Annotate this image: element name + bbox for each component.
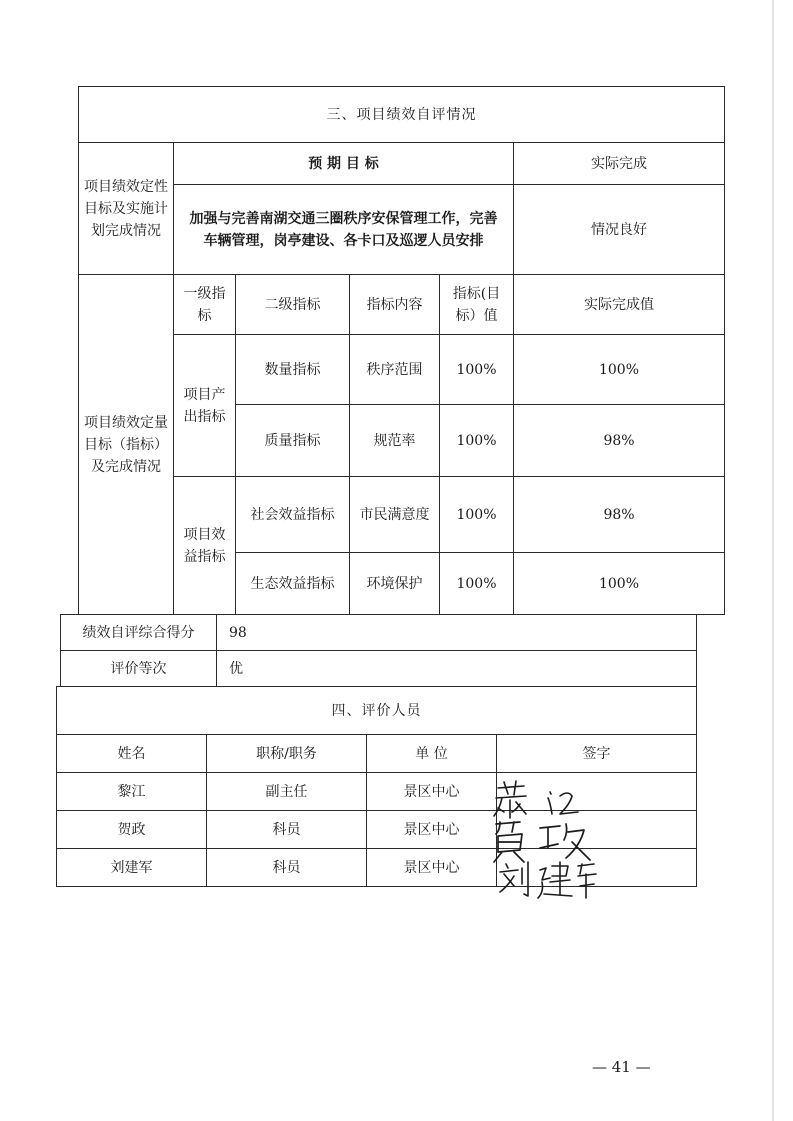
- content-cell: 市民满意度: [350, 477, 440, 553]
- target-cell: 100%: [440, 477, 514, 553]
- title-header: 职称/职务: [207, 735, 367, 773]
- level2-cell: 社会效益指标: [236, 477, 350, 553]
- content-header: 指标内容: [350, 275, 440, 335]
- actual-value-cell: 98%: [514, 477, 725, 553]
- name-header: 姓名: [57, 735, 207, 773]
- page-number: — 41 —: [592, 1058, 651, 1076]
- evaluator-name: 黎江: [57, 773, 207, 811]
- section4-title: 四、评价人员: [57, 687, 697, 735]
- evaluator-unit: 景区中心: [367, 773, 497, 811]
- expected-goal-text: 加强与完善南湖交通三圈秩序安保管理工作，完善车辆管理，岗亭建设、各卡口及巡逻人员安排: [174, 185, 514, 275]
- evaluator-title: 科员: [207, 849, 367, 887]
- actual-value-cell: 100%: [514, 553, 725, 615]
- content-cell: 秩序范围: [350, 335, 440, 405]
- level1-header: 一级指标: [174, 275, 236, 335]
- section3-title: 三、项目绩效自评情况: [79, 87, 725, 143]
- level2-cell: 质量指标: [236, 405, 350, 477]
- grade-value: 优: [217, 651, 697, 687]
- evaluator-unit: 景区中心: [367, 811, 497, 849]
- scan-edge-line: [772, 0, 774, 1121]
- unit-header: 单 位: [367, 735, 497, 773]
- section4-table: [56, 686, 697, 887]
- grade-label: 评价等次: [61, 651, 217, 687]
- content-cell: 环境保护: [350, 553, 440, 615]
- evaluator-title: 副主任: [207, 773, 367, 811]
- target-cell: 100%: [440, 405, 514, 477]
- section3-table: [78, 86, 725, 615]
- evaluator-name: 刘建军: [57, 849, 207, 887]
- qualitative-target-label: 项目绩效定性目标及实施计划完成情况: [79, 143, 174, 275]
- level1-benefit-indicator: 项目效益指标: [174, 477, 236, 615]
- signature-lijiang: [490, 778, 600, 822]
- level2-header: 二级指标: [236, 275, 350, 335]
- actual-completion-header: 实际完成: [514, 143, 725, 185]
- target-cell: 100%: [440, 553, 514, 615]
- evaluator-title: 科员: [207, 811, 367, 849]
- actual-value-cell: 100%: [514, 335, 725, 405]
- content-cell: 规范率: [350, 405, 440, 477]
- quantitative-target-label: 项目绩效定量目标（指标）及完成情况: [79, 275, 174, 615]
- expected-goal-header: 预 期 目 标: [174, 143, 514, 185]
- actual-value-header: 实际完成值: [514, 275, 725, 335]
- target-cell: 100%: [440, 335, 514, 405]
- actual-completion-text: 情况良好: [514, 185, 725, 275]
- actual-value-cell: 98%: [514, 405, 725, 477]
- level2-cell: 生态效益指标: [236, 553, 350, 615]
- score-label: 绩效自评综合得分: [61, 615, 217, 651]
- score-table: [60, 614, 697, 687]
- score-value: 98: [217, 615, 697, 651]
- target-header: 指标(目标）值: [440, 275, 514, 335]
- signature-header: 签字: [497, 735, 697, 773]
- signature-liujianjun: [494, 858, 604, 902]
- evaluator-unit: 景区中心: [367, 849, 497, 887]
- level1-output-indicator: 项目产出指标: [174, 335, 236, 477]
- level2-cell: 数量指标: [236, 335, 350, 405]
- evaluator-name: 贺政: [57, 811, 207, 849]
